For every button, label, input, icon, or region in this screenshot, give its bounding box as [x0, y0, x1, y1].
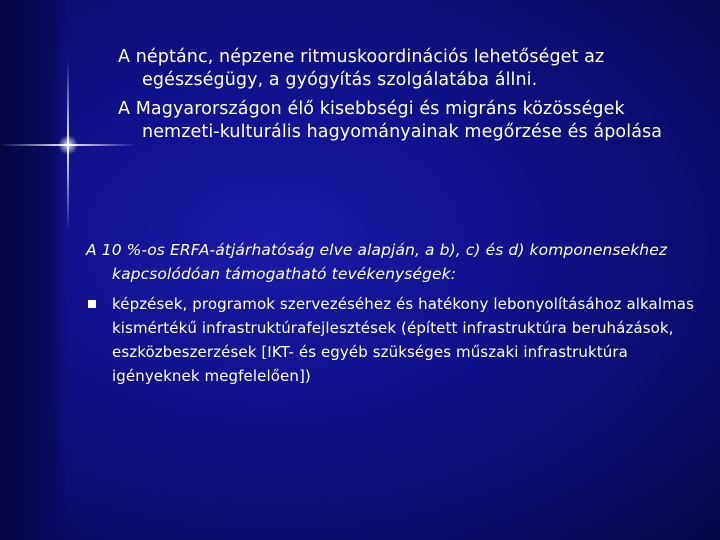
upper-paragraph-1: A néptánc, népzene ritmuskoordinációs lehetőséget az egészségügy, a gyógyítás szolgálatába állni. [118, 47, 605, 90]
lower-text-block [86, 238, 696, 388]
upper-paragraph-2: A Magyarországon élő kisebbségi és migráns közösségek nemzeti-kulturális hagyományainak megőrzése és ápolása [118, 99, 663, 142]
left-dark-band [0, 0, 68, 540]
section-heading: A 10 %-os ERFA-átjárhatóság elve alapján, a b), c) és d) komponensekhez kapcsolódóan támogatható tevékenységek: [86, 241, 668, 283]
bullet-list-item [86, 292, 696, 388]
bullet-text: képzések, programok szervezéséhez és hatékony lebonyolításához alkalmas kismértékű infrastruktúrafejlesztések (épített infrastruktúra beruházások, eszközbeszerzések [IKT- és egyéb szükséges műszaki infrastruktúra igényeknek megfelelően]) [112, 295, 694, 385]
square-bullet-icon [88, 300, 96, 308]
upper-text-block [118, 46, 678, 150]
